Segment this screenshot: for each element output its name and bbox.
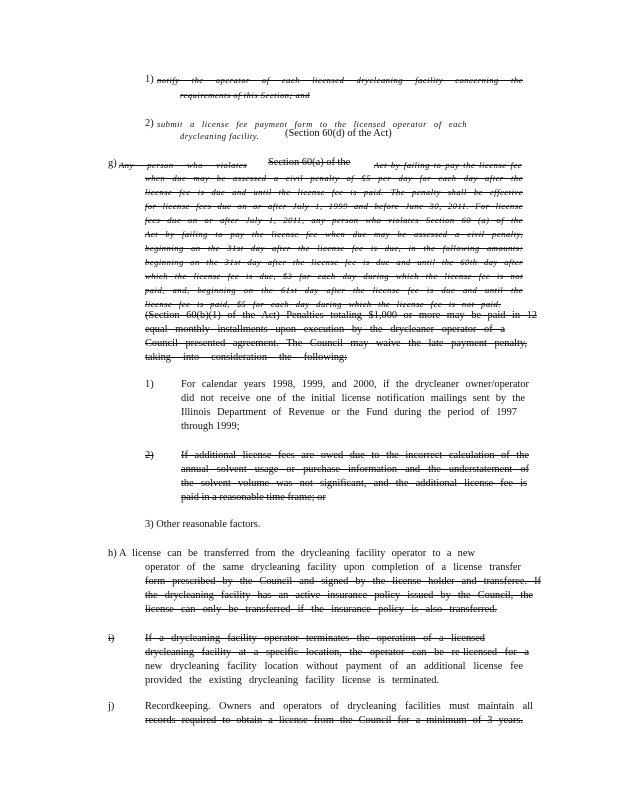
sub-1-number: 1) — [145, 379, 154, 390]
section-g-italic-line: when due may be assessed a civil penalty of $5 per day for each day after the — [145, 173, 523, 183]
sub-2-line: annual solvent usage or purchase information and the understatement of — [181, 464, 529, 475]
item-2-line-2a: drycleaning facility. — [180, 131, 260, 141]
section-g-italic-line: for license fees due on or after July 1, 1999 and before June 30, 2011. For license — [145, 201, 523, 211]
sub-1-line: did not receive one of the initial license notification mailings sent by the — [181, 393, 525, 404]
section-g-first-c: Act by failing to pay the license fee — [374, 160, 522, 170]
section-i-label: i) — [108, 633, 115, 644]
item-1-number: 1) — [145, 74, 154, 85]
section-g-italic-line: fees due on or after July 1, 2011, any person who violates Section 60 (a) of the — [145, 215, 523, 225]
item-1-line-1: notify the operator of each licensed drycleaning facility concerning the — [157, 75, 523, 85]
section-g-italic-line: beginning on the 31st day after the license fee is due, in the following amounts: — [145, 243, 523, 253]
section-g-roman-line: taking into consideration the following: — [145, 352, 347, 363]
sub-3-line: 3) Other reasonable factors. — [145, 519, 261, 530]
section-i-line: new drycleaning facility location without payment of an additional license fee — [145, 661, 523, 672]
section-j-line: Recordkeeping. Owners and operators of drycleaning facilities must maintain all — [145, 701, 533, 712]
section-g-label: g) — [108, 158, 117, 169]
section-h-line: license can only be transferred if the insurance policy is also transferred. — [145, 604, 497, 615]
item-2-line-1: submit a license fee payment form to the licensed operator of each — [157, 119, 467, 129]
section-g-roman-line: equal monthly installments upon execution by the drycleaner operator of a — [145, 324, 505, 335]
sub-2-line: paid in a reasonable time frame; or — [181, 492, 326, 503]
section-i-line: drycleaning facility at a specific location, the operator can be re-licensed for a — [145, 647, 529, 658]
section-g-italic-line: license fee is due and until the license fee is paid. The penalty shall be effective — [145, 187, 523, 197]
section-i-line: provided the existing drycleaning facility license is terminated. — [145, 675, 439, 686]
section-h-line: operator of the same drycleaning facility upon completion of a license transfer — [145, 562, 521, 573]
section-g-roman-line: (Section 60(b)(1) of the Act) Penalties totaling $1,000 or more may be paid in 12 — [145, 310, 537, 321]
section-h-line: the drycleaning facility has an active insurance policy issued by the Council, the — [145, 590, 533, 601]
section-g-first-b: Section 60(a) of the — [268, 157, 351, 168]
section-g-italic-line: Act by failing to pay the license fee when due may be assessed a civil penalty, — [145, 229, 523, 239]
section-i-line: If a drycleaning facility operator terminates the operation of a licensed — [145, 633, 485, 644]
section-g-italic-line: beginning on the 31st day after the license fee is due and until the 60th day after — [145, 257, 523, 267]
section-g-first-a: Any person who violates — [119, 160, 247, 170]
section-g-italic-line: paid, and, beginning on the 61st day after the license fee is due and until the — [145, 285, 523, 295]
section-j-line: records required to obtain a license from the Council for a minimum of 3 years. — [145, 715, 523, 726]
sub-1-line: Illinois Department of Revenue or the Fund during the period of 1997 — [181, 407, 517, 418]
section-g-italic-line: which the license fee is due, $3 for each day during which the license fee is not — [145, 271, 523, 281]
section-g-roman-line: Council presented agreement. The Council may waive the late payment penalty, — [145, 338, 527, 349]
section-j-label: j) — [108, 701, 115, 712]
item-1-line-2: requirements of this Section; and — [180, 90, 310, 100]
section-g-italic-line: license fee is paid, $5 for each day during which the license fee is not paid. — [145, 299, 501, 309]
section-h-label: h) — [108, 548, 117, 559]
section-h-line: form prescribed by the Council and signed by the license holder and transferee. If — [145, 576, 541, 587]
sub-1-line: through 1999; — [181, 421, 240, 432]
section-h-line: A license can be transferred from the drycleaning facility operator to a new — [119, 548, 475, 559]
sub-2-number: 2) — [145, 450, 154, 461]
sub-2-line: the solvent volume was not significant, and the additional license fee is — [181, 478, 527, 489]
item-2-line-2b: (Section 60(d) of the Act) — [285, 128, 392, 139]
sub-1-line: For calendar years 1998, 1999, and 2000, if the drycleaner owner/operator — [181, 379, 529, 390]
sub-2-line: If additional license fees are owed due to the incorrect calculation of the — [181, 450, 529, 461]
item-2-number: 2) — [145, 118, 154, 129]
